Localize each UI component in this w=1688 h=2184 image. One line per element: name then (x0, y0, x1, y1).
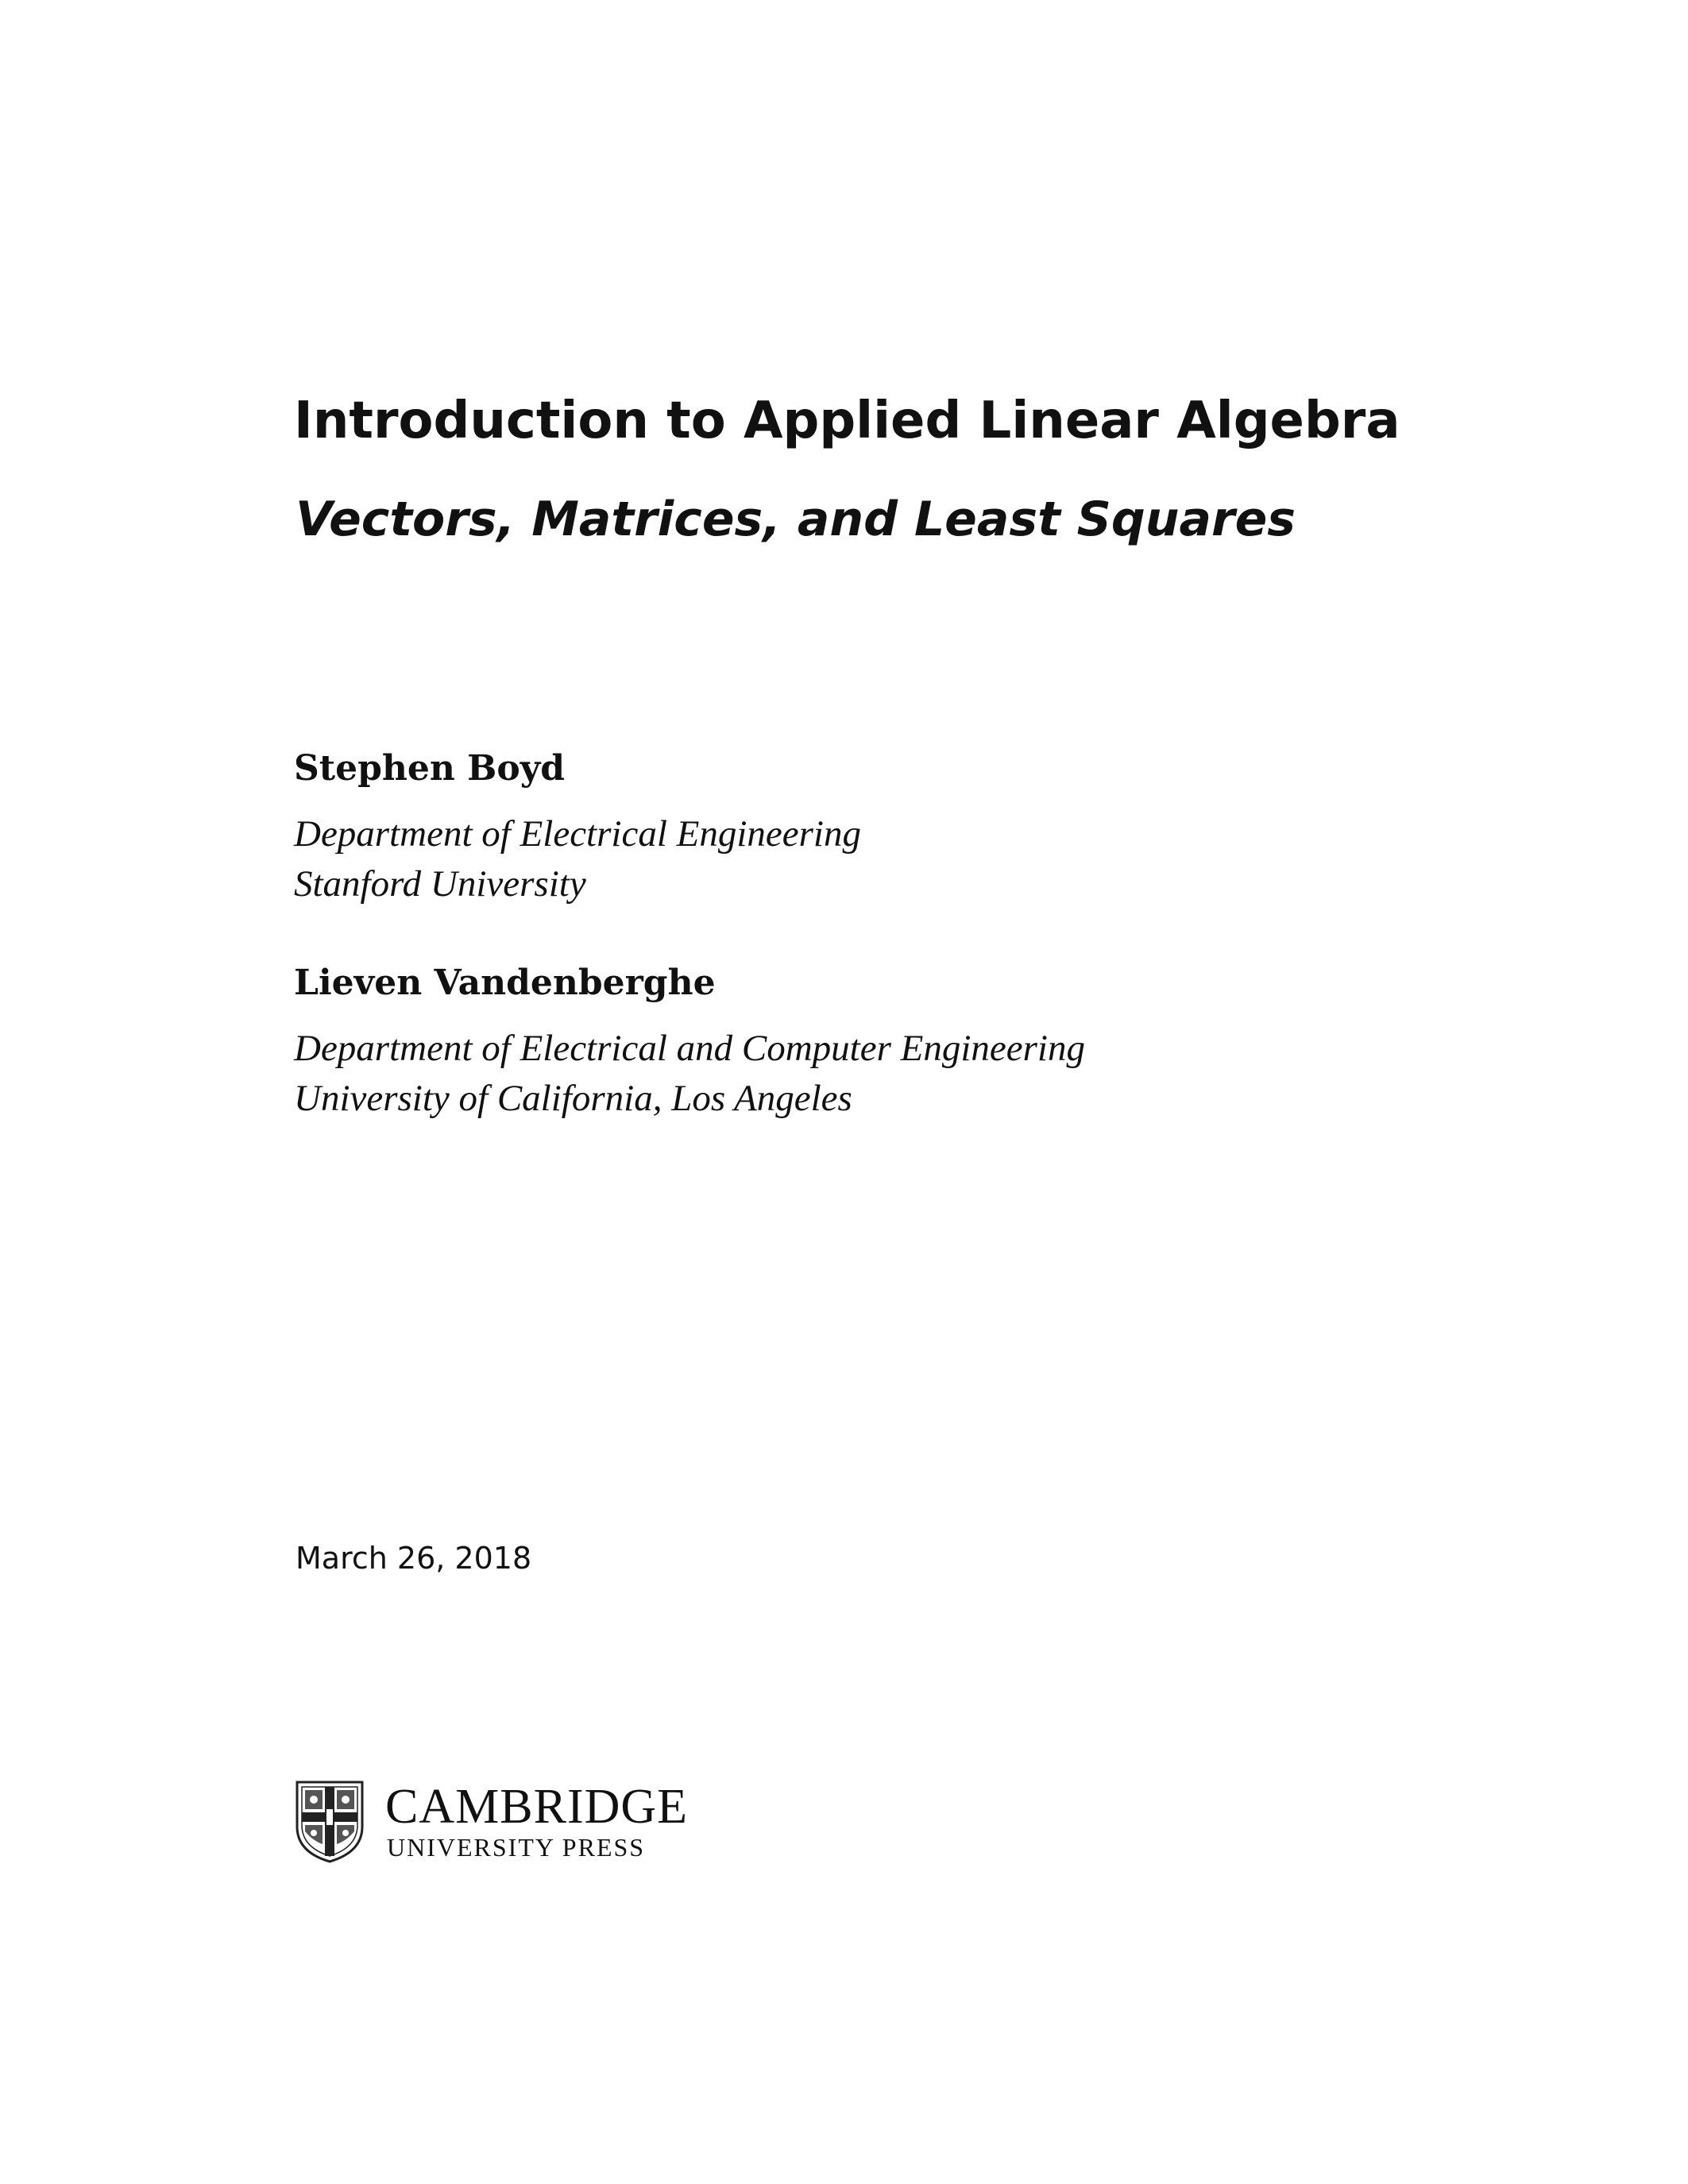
author-name: Stephen Boyd (294, 748, 566, 789)
author-affiliation-department: Department of Electrical Engineering (294, 813, 861, 855)
publisher-logo (294, 1779, 707, 1866)
cambridge-crest-icon (294, 1779, 365, 1865)
author-name: Lieven Vandenberghe (294, 963, 716, 1003)
book-title: Introduction to Applied Linear Algebra (294, 392, 1400, 450)
publisher-name: CAMBRIDGE (385, 1780, 689, 1834)
author-affiliation-institution: University of California, Los Angeles (294, 1078, 852, 1119)
author-affiliation-department: Department of Electrical and Computer Engineering (294, 1028, 1085, 1069)
publication-date: March 26, 2018 (295, 1541, 532, 1576)
author-affiliation-institution: Stanford University (294, 863, 586, 905)
publisher-subline: UNIVERSITY PRESS (387, 1833, 646, 1862)
book-subtitle: Vectors, Matrices, and Least Squares (295, 492, 1296, 547)
